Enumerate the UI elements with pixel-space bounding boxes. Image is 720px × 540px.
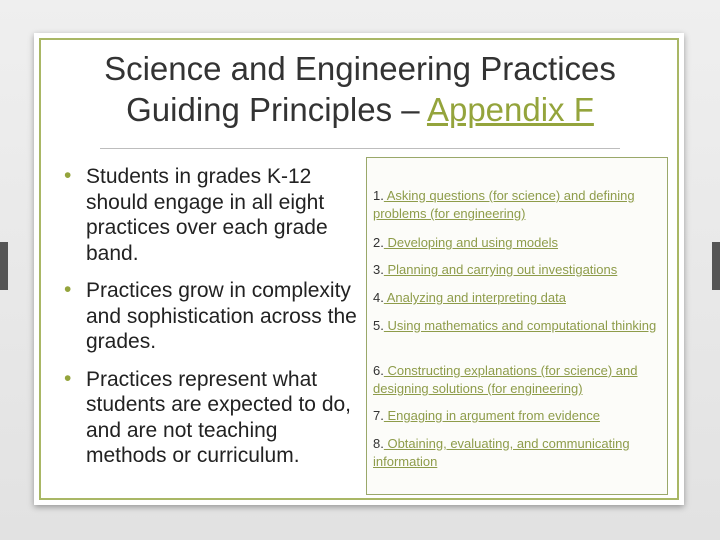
practices-box xyxy=(366,157,668,495)
appendix-f-link[interactable]: Appendix F xyxy=(426,91,594,128)
title-line-1: Science and Engineering Practices xyxy=(104,50,616,87)
practice-item xyxy=(373,362,658,398)
practice-number: 5. xyxy=(373,318,384,333)
practice-number: 2. xyxy=(373,235,384,250)
practice-number: 8. xyxy=(373,436,384,451)
practice-number: 6. xyxy=(373,363,384,378)
title-line-2-prefix: Guiding Principles – xyxy=(126,91,427,128)
practice-item xyxy=(373,407,658,425)
bullet-text: Practices grow in complexity and sophistication across the grades. xyxy=(86,279,357,353)
practice-item xyxy=(373,317,658,335)
title-divider xyxy=(100,148,620,149)
practice-item xyxy=(373,187,658,223)
practice-link[interactable]: Analyzing and interpreting data xyxy=(383,290,566,305)
bullet-text: Students in grades K-12 should engage in all eight practices over each grade band. xyxy=(86,165,328,265)
bullet-text: Practices represent what students are expected to do, and are not teaching methods or curriculum. xyxy=(86,367,352,467)
bullet-item xyxy=(62,278,362,355)
practice-link[interactable]: Planning and carrying out investigations xyxy=(383,262,618,277)
practice-item xyxy=(373,261,658,279)
practice-number: 7. xyxy=(373,408,384,423)
slide-title xyxy=(50,48,670,130)
practice-item xyxy=(373,234,658,252)
practice-number: 3. xyxy=(373,262,384,277)
right-edge-tab xyxy=(712,242,720,290)
practice-item xyxy=(373,289,658,307)
practice-number: 1. xyxy=(373,188,384,203)
practice-number: 4. xyxy=(373,290,384,305)
bullet-icon: • xyxy=(64,278,72,301)
practice-link[interactable]: Engaging in argument from evidence xyxy=(383,408,600,423)
left-edge-tab xyxy=(0,242,8,290)
bullet-item xyxy=(62,164,362,266)
title-line-2 xyxy=(50,89,670,130)
practice-link[interactable]: Asking questions (for science) and defining problems (for engineering) xyxy=(373,188,635,221)
practice-link[interactable]: Obtaining, evaluating, and communicating information xyxy=(373,436,630,469)
bullet-icon: • xyxy=(64,164,72,187)
practice-link[interactable]: Constructing explanations (for science) and designing solutions (for engineering) xyxy=(373,363,638,396)
practice-item xyxy=(373,435,658,471)
bullet-icon: • xyxy=(64,366,72,390)
practice-link[interactable]: Developing and using models xyxy=(383,235,559,250)
bullet-list xyxy=(62,164,362,481)
bullet-item xyxy=(62,367,362,469)
practice-link[interactable]: Using mathematics and computational thinking xyxy=(383,318,657,333)
